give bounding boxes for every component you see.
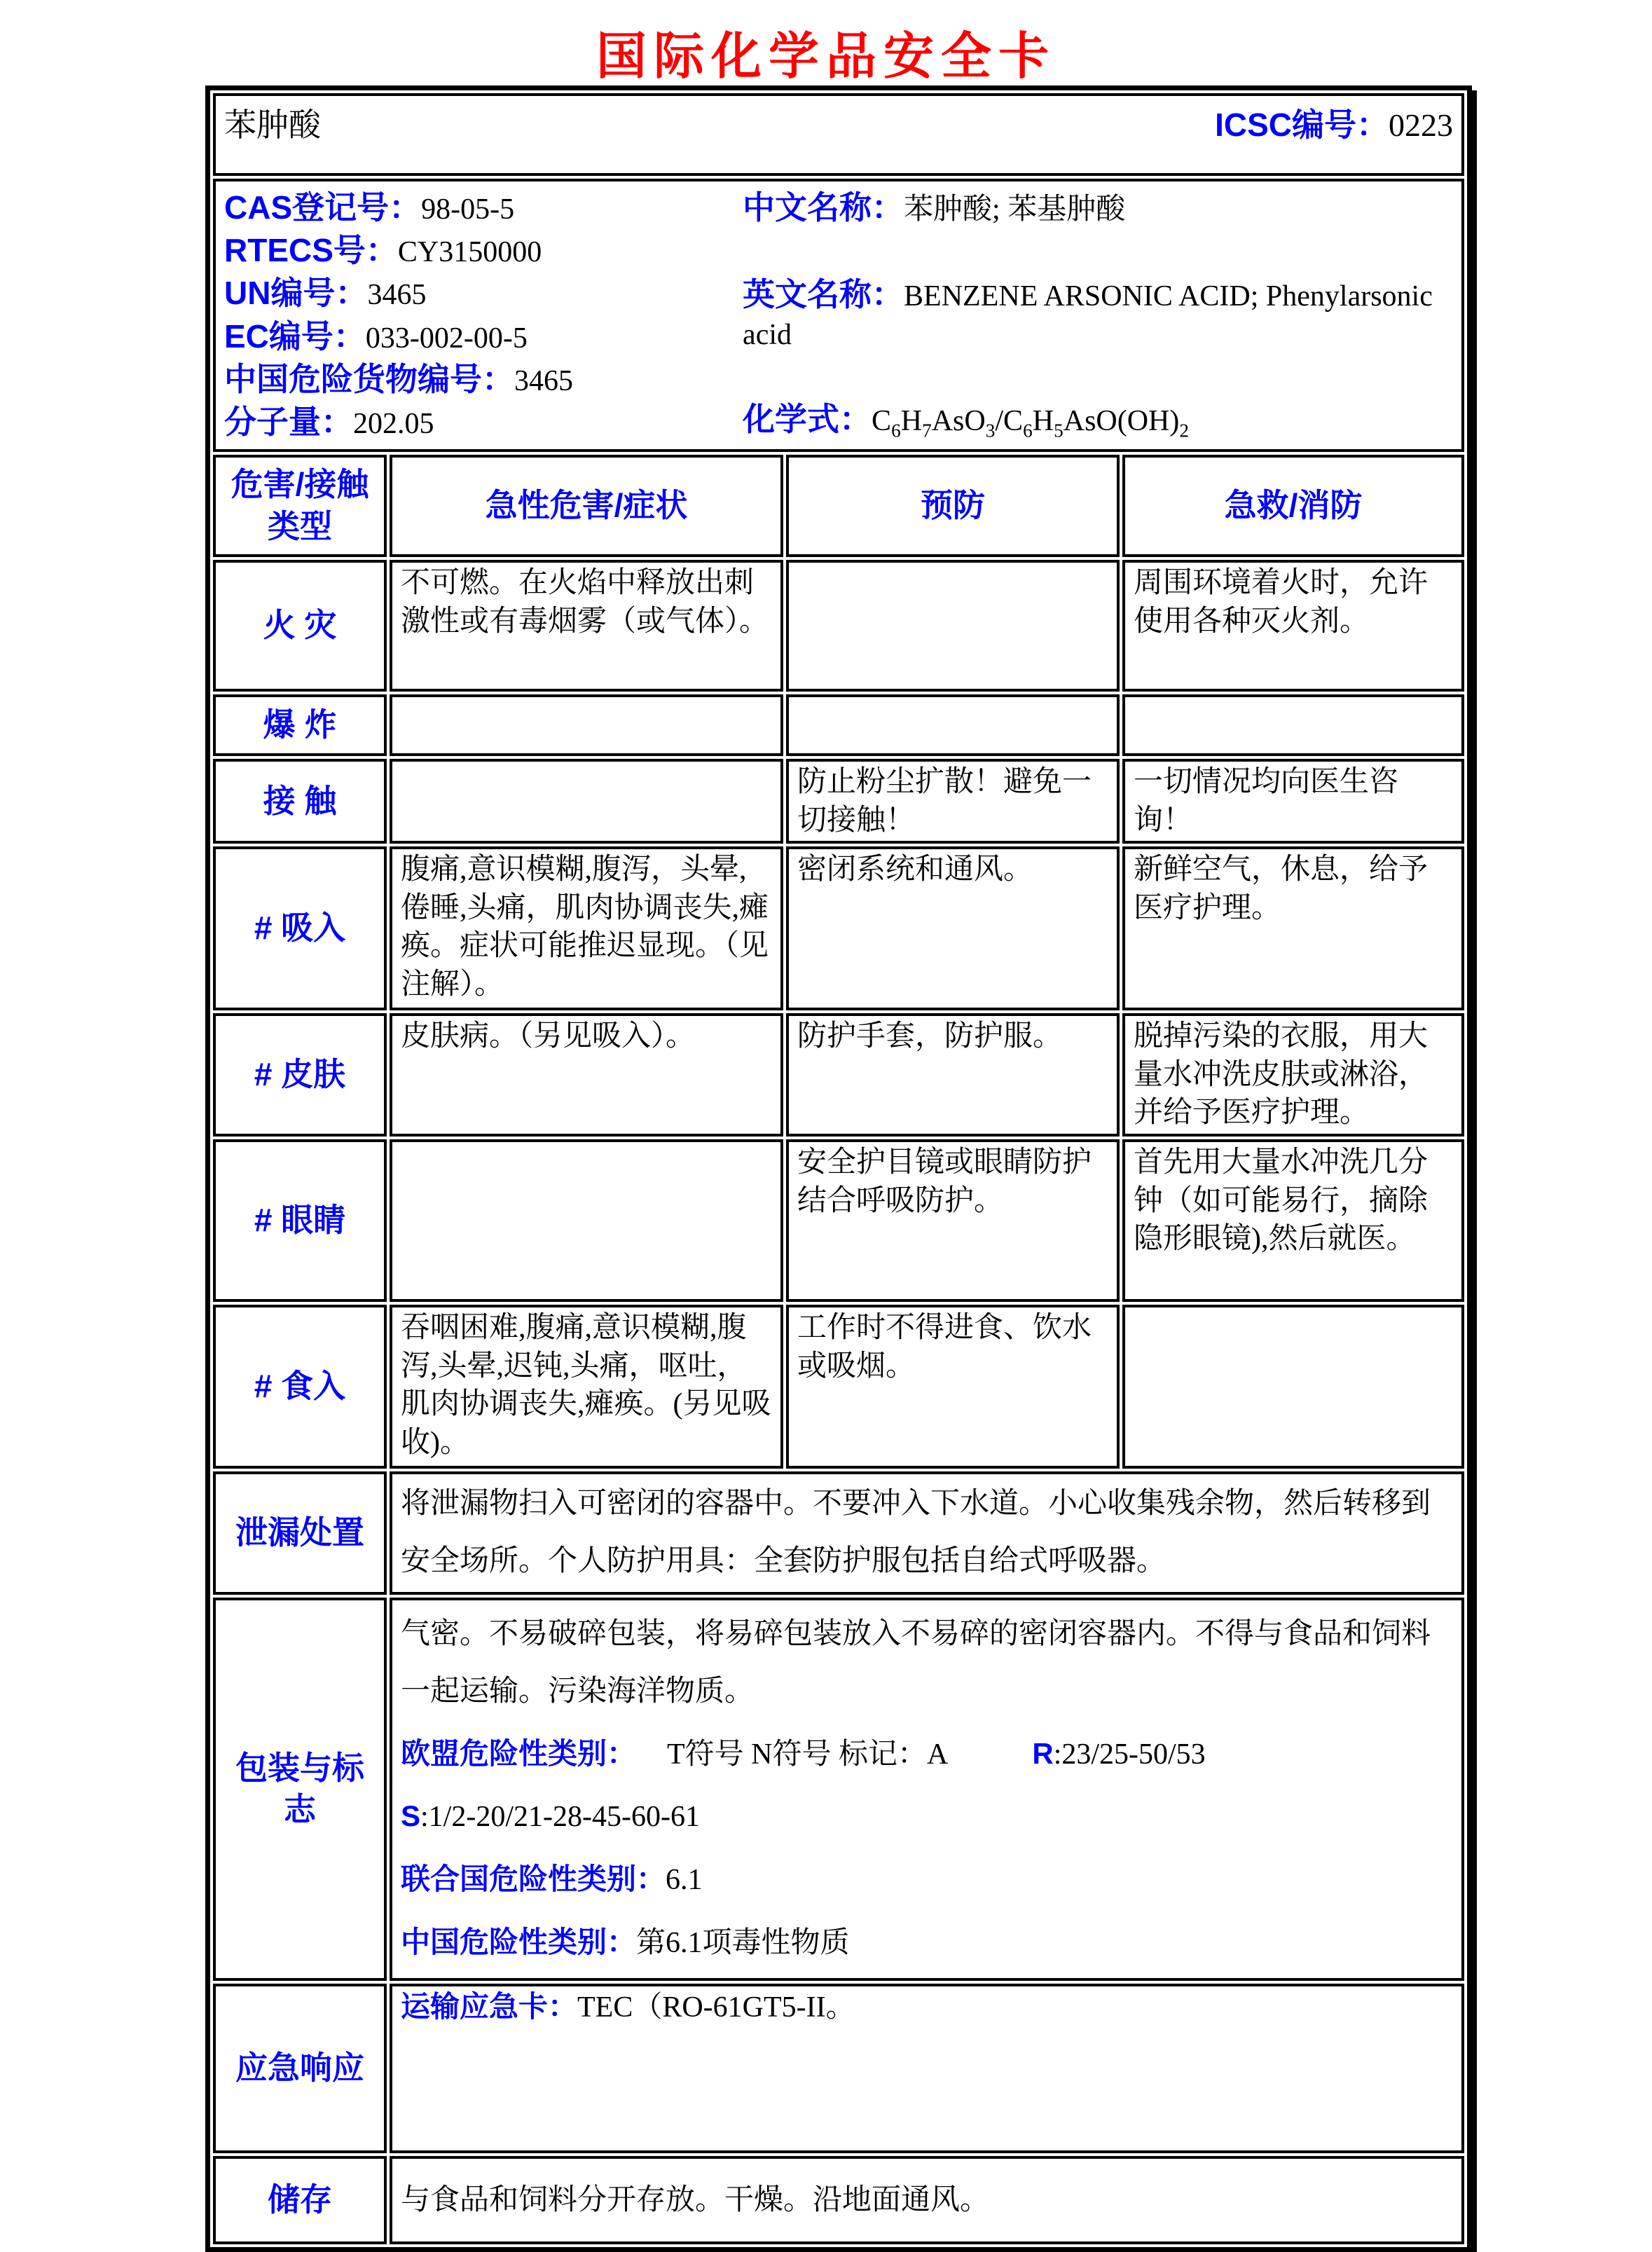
column-header-prevention: 预防	[786, 455, 1120, 557]
prevention-cell: 工作时不得进食、饮水或吸烟。	[786, 1305, 1120, 1469]
r-phrases-label: R	[1032, 1736, 1054, 1770]
first-aid-cell: 一切情况均向医生咨询！	[1122, 759, 1464, 844]
chemical-name: 苯肿酸	[224, 107, 321, 143]
packaging-transport-text: 气密。不易破碎包装，将易碎包装放入不易碎的密闭容器内。不得与食品和饲料一起运输。污染海洋物质。	[401, 1617, 1431, 1708]
symptoms-cell	[390, 694, 783, 756]
china-hazard-class-value: 第6.1项毒性物质	[636, 1927, 850, 1960]
packaging-labelling-cell	[390, 1598, 1464, 1981]
identifiers-right-column	[743, 187, 1459, 444]
storage-text: 与食品和饲料分开存放。干燥。沿地面通风。	[390, 2156, 1464, 2244]
s-phrases-label: S	[401, 1799, 421, 1833]
symptoms-cell	[390, 759, 783, 844]
hazard-row-exposure	[213, 759, 1464, 844]
hazard-header-row	[213, 455, 1464, 557]
hazard-row-label: # 吸入	[213, 846, 387, 1010]
section-label-packaging: 包装与标志	[213, 1598, 387, 1981]
card-header-row	[213, 93, 1464, 176]
first-aid-cell: 周围环境着火时，允许使用各种灭火剂。	[1122, 560, 1464, 692]
page-title: 国际化学品安全卡	[596, 29, 1056, 85]
icsc-number-value: 0223	[1389, 107, 1454, 143]
r-phrases-value: :23/25-50/53	[1053, 1738, 1206, 1771]
packaging-labelling-row	[213, 1598, 1464, 1981]
hazard-row-skin	[213, 1013, 1464, 1137]
hazard-row-eyes	[213, 1139, 1464, 1302]
china-hazard-class-label: 中国危险性类别：	[401, 1925, 637, 1959]
spill-disposal-text: 将泄漏物扫入可密闭的容器中。不要冲入下水道。小心收集残余物，然后转移到安全场所。个人防护用具：全套防护服包括自给式呼吸器。	[390, 1471, 1464, 1595]
section-label-emergency: 应急响应	[213, 1984, 387, 2153]
icsc-card-table	[205, 85, 1472, 2252]
chemical-formula-line: 化学式：$C_6H_7AsO_3/C_6H_5AsO(OH)_2$	[743, 401, 1190, 441]
prevention-cell: 防护手套，防护服。	[786, 1013, 1120, 1137]
symptoms-cell	[390, 1139, 783, 1302]
icsc-number-label: ICSC编号：	[1215, 107, 1389, 143]
transport-emergency-card-value: TEC（RO-61GT5-II。	[577, 1991, 855, 2024]
first-aid-cell: 新鲜空气，休息，给予医疗护理。	[1122, 846, 1464, 1010]
chemical-formula: $C_6H_7AsO_3/C_6H_5AsO(OH)_2$	[872, 405, 1190, 441]
first-aid-cell	[1122, 1305, 1464, 1469]
identifiers-left-column	[224, 187, 743, 444]
first-aid-cell: 首先用大量水冲洗几分钟（如可能易行，摘除隐形眼镜),然后就医。	[1122, 1139, 1464, 1302]
column-header-hazard-type: 危害/接触类型	[213, 455, 387, 557]
un-hazard-class-value: 6.1	[666, 1864, 703, 1897]
chinese-name-line: 中文名称：苯肿酸; 苯基肿酸	[743, 189, 1126, 226]
hazard-row-inhalation	[213, 846, 1464, 1010]
prevention-cell: 防止粉尘扩散！避免一切接触！	[786, 759, 1120, 844]
icsc-number-group	[1215, 104, 1453, 146]
column-header-first-aid: 急救/消防	[1122, 455, 1464, 557]
eu-hazard-class-value: T符号 N符号 标记：A	[667, 1738, 949, 1771]
emergency-response-row	[213, 1984, 1464, 2153]
un-number-line: UN编号：3465	[224, 275, 427, 312]
prevention-cell: 安全护目镜或眼睛防护结合呼吸防护。	[786, 1139, 1120, 1302]
hazard-row-label: 接 触	[213, 759, 387, 844]
hazard-row-explosion	[213, 694, 1464, 756]
ec-number-line: EC编号：033-002-00-5	[224, 317, 528, 355]
prevention-cell: 密闭系统和通风。	[786, 846, 1120, 1010]
storage-row	[213, 2156, 1464, 2244]
section-label-spill: 泄漏处置	[213, 1471, 387, 1595]
un-hazard-class-line	[401, 1851, 1453, 1909]
symptoms-cell: 吞咽困难,腹痛,意识模糊,腹泻,头晕,迟钝,头痛，呕吐，肌肉协调丧失,瘫痪。(另见吸收)。	[390, 1305, 783, 1469]
hazard-row-fire	[213, 560, 1464, 692]
hazard-row-ingestion	[213, 1305, 1464, 1469]
prevention-cell	[786, 560, 1120, 692]
cas-number-line: CAS登记号：98-05-5	[224, 189, 515, 226]
section-label-storage: 储存	[213, 2156, 387, 2244]
eu-hazard-class-label: 欧盟危险性类别：	[401, 1736, 637, 1770]
molecular-weight-line: 分子量：202.05	[224, 404, 434, 441]
card-header-cell	[213, 93, 1464, 176]
china-hazard-class-line	[401, 1914, 1453, 1972]
identifiers-row	[213, 179, 1464, 452]
symptoms-cell: 腹痛,意识模糊,腹泻，头晕,倦睡,头痛，肌肉协调丧失,瘫痪。症状可能推迟显现。（见注解）。	[390, 846, 783, 1010]
first-aid-cell	[1122, 694, 1464, 756]
column-header-symptoms: 急性危害/症状	[390, 455, 783, 557]
rtecs-number-line: RTECS号：CY3150000	[224, 232, 542, 269]
emergency-response-cell	[390, 1984, 1464, 2153]
transport-emergency-card-label: 运输应急卡：	[401, 1990, 578, 2024]
identifiers-cell	[213, 179, 1464, 452]
symptoms-cell: 不可燃。在火焰中释放出刺激性或有毒烟雾（或气体）。	[390, 560, 783, 692]
prevention-cell	[786, 694, 1120, 756]
hazard-row-label: # 眼睛	[213, 1139, 387, 1302]
china-dangerous-goods-number-line: 中国危险货物编号：3465	[224, 360, 573, 397]
un-hazard-class-label: 联合国危险性类别：	[401, 1862, 666, 1896]
s-phrases-value: :1/2-20/21-28-45-60-61	[420, 1801, 700, 1834]
english-name-line: 英文名称：BENZENE ARSONIC ACID; Phenylarsonic acid	[743, 275, 1433, 351]
eu-hazard-class-line	[401, 1725, 1453, 1784]
hazard-row-label: # 食入	[213, 1305, 387, 1469]
hazard-row-label: 火 灾	[213, 560, 387, 692]
s-phrases-line	[401, 1787, 1453, 1846]
symptoms-cell: 皮肤病。（另见吸入）。	[390, 1013, 783, 1137]
first-aid-cell: 脱掉污染的衣服，用大量水冲洗皮肤或淋浴，并给予医疗护理。	[1122, 1013, 1464, 1137]
hazard-row-label: # 皮肤	[213, 1013, 387, 1137]
hazard-row-label: 爆 炸	[213, 694, 387, 756]
spill-disposal-row	[213, 1471, 1464, 1595]
